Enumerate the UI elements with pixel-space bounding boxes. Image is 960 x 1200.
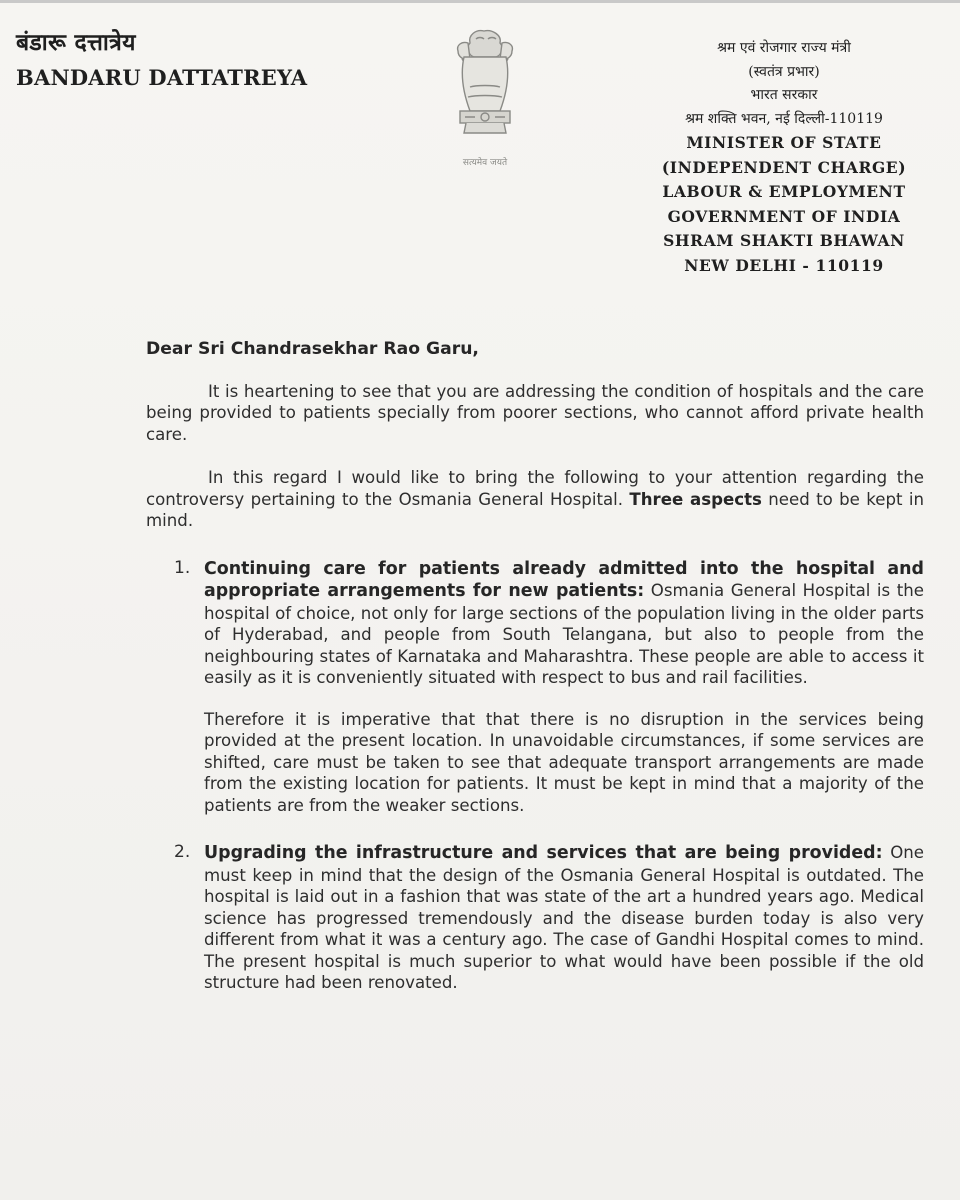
office-english-line: GOVERNMENT OF INDIA: [667, 206, 901, 226]
salutation: Dear Sri Chandrasekhar Rao Garu,: [146, 339, 479, 359]
name-english: BANDARU DATTATREYA: [16, 65, 308, 90]
list-item-paragraph: [204, 558, 924, 689]
list-item-paragraph: [204, 842, 924, 994]
office-hindi-line: श्रम शक्ति भवन, नई दिल्ली-110119: [685, 110, 883, 127]
list-item: [146, 558, 924, 817]
paragraph-context: [146, 467, 924, 532]
letterhead-name: [16, 29, 307, 93]
list-item-heading: Upgrading the infrastructure and services that are being provided:: [204, 843, 883, 863]
list-item-followup: Therefore it is imperative that that there is no disruption in the services being provided at the present location. In unavoidable circumstances, if some services are shifted, care must be taken to see that adequate transport arrangements are made from the existing location for patients. It must be kept in mind that a majority of the patients are from the weaker sections.: [204, 709, 924, 815]
national-emblem-icon: [440, 25, 530, 173]
office-hindi-line: (स्वतंत्र प्रभार): [748, 63, 820, 80]
paragraph-intro: It is heartening to see that you are addressing the condition of hospitals and the care being provided to patients specially from poorer sections, who cannot afford private health care.: [146, 381, 924, 444]
office-hindi-line: श्रम एवं रोजगार राज्य मंत्री: [717, 40, 851, 56]
list-item-number: 2.: [174, 842, 191, 862]
letter-body: [146, 339, 924, 1020]
paragraph-context-text-end: need to be kept in mind.: [146, 489, 924, 530]
list-item-heading: Continuing care for patients already admitted into the hospital and appropriate arrangements for new patients:: [204, 558, 924, 601]
letterhead-office: [634, 37, 934, 278]
list-item-text: One must keep in mind that the design of the Osmania General Hospital is outdated. The hospital is laid out in a fashion that was state of the art a hundred years ago. Medical science has progressed tremendously and the disease burden today is also very different from what it was a century ago. The case of Gandhi Hospital comes to mind. The present hospital is much superior to what would have been possible if the old structure had been renovated.: [204, 843, 925, 992]
emblem-motto: सत्यमेव जयते: [462, 158, 508, 168]
office-english-line: MINISTER OF STATE: [686, 133, 882, 152]
office-english-line: (INDEPENDENT CHARGE): [661, 157, 907, 177]
office-hindi-line: भारत सरकार: [750, 87, 818, 103]
paragraph-context-text: In this regard I would like to bring the following to your attention regarding the controversy pertaining to the Osmania General Hospital.: [146, 468, 924, 509]
office-english-line: SHRAM SHAKTI BHAWAN: [663, 231, 905, 250]
office-english-line: NEW DELHI - 110119: [684, 255, 884, 275]
list-item-text: Osmania General Hospital is the hospital of choice, not only for large sections of the population living in the older parts of Hyderabad, and people from South Telangana, but also to people from the neighbouring states of Karnataka and Maharashtra. These people are able to access it easily as it is conveniently situated with respect to bus and rail facilities.: [204, 581, 924, 687]
name-hindi: बंडारू दत्तात्रेय: [16, 29, 136, 56]
list-item: [146, 842, 924, 994]
aspects-list: [146, 558, 924, 994]
office-english-line: LABOUR & EMPLOYMENT: [662, 182, 906, 201]
three-aspects-emphasis: Three aspects: [629, 489, 762, 509]
list-item-number: 1.: [174, 557, 191, 578]
